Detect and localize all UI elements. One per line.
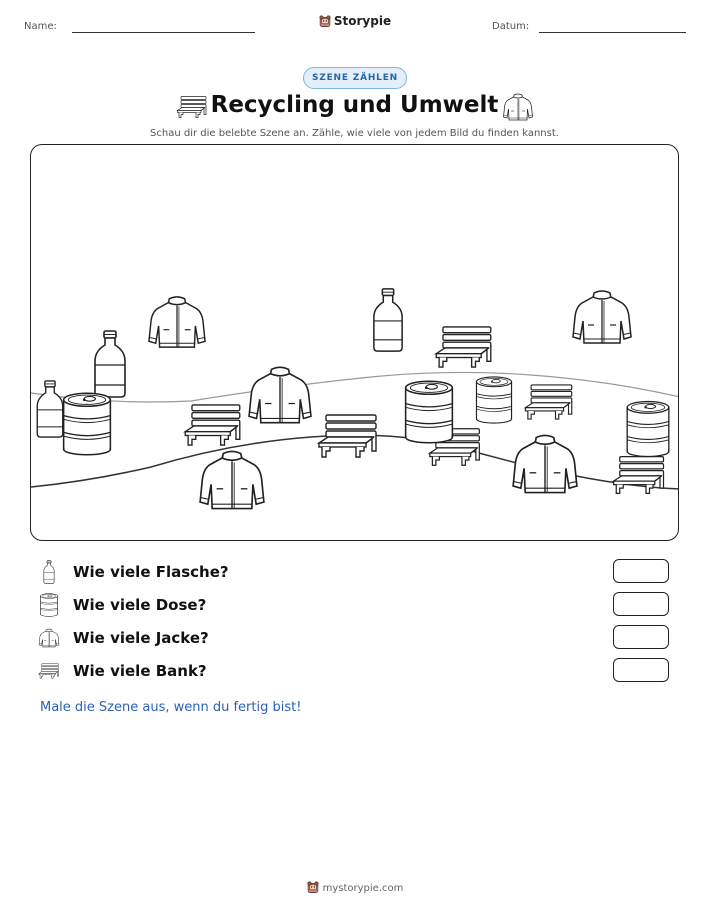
bench-2 [525,385,571,419]
question-text: Wie viele Bank? [73,662,207,680]
can-icon [38,593,60,617]
answer-box-bottle[interactable] [613,559,669,583]
footer [0,880,709,894]
question-row [38,625,678,651]
bench-4 [319,415,376,457]
can-1 [64,393,111,455]
brand-name: Storypie [333,14,392,28]
can-2 [406,381,453,443]
answer-box-bench[interactable] [613,658,669,682]
date-label: Datum: [492,21,530,32]
page-title: Recycling und Umwelt [210,92,499,118]
name-field[interactable] [72,32,255,33]
bench-icon [38,659,60,683]
answer-box-can[interactable] [613,592,669,616]
jacket-icon [38,626,60,650]
coloring-note: Male die Szene aus, wenn du fertig bist! [40,700,302,715]
site-url[interactable]: mystorypie.com [322,883,404,894]
jacket-5 [513,435,577,492]
date-field[interactable] [539,32,686,33]
answer-box-jacket[interactable] [613,625,669,649]
bottle-1 [374,289,402,351]
brand [0,14,709,28]
can-3 [477,377,512,423]
question-text: Wie viele Jacke? [73,629,209,647]
bench-1 [436,327,491,367]
storypie-logo-icon [318,14,332,28]
jacket-1 [149,297,205,347]
can-4 [627,402,669,457]
name-label: Name: [24,21,57,32]
question-row [38,559,678,585]
back-hill-line [31,372,679,402]
jacket-3 [249,367,311,422]
jacket-4 [200,451,264,508]
question-text: Wie viele Dose? [73,596,207,614]
jacket-icon [502,92,534,122]
bottle-3 [37,381,63,437]
question-text: Wie viele Flasche? [73,563,229,581]
activity-badge: SZENE ZÄHLEN [303,67,407,89]
jacket-2 [573,291,631,343]
storypie-logo-icon [306,880,320,894]
bench-3 [185,405,240,445]
instructions: Schau dir die belebte Szene an. Zähle, wie viele von jedem Bild du finden kannst. [150,128,559,139]
question-row [38,592,678,618]
bottle-icon [38,560,60,584]
question-row [38,658,678,684]
bottle-2 [95,331,125,397]
counting-scene [30,144,679,541]
